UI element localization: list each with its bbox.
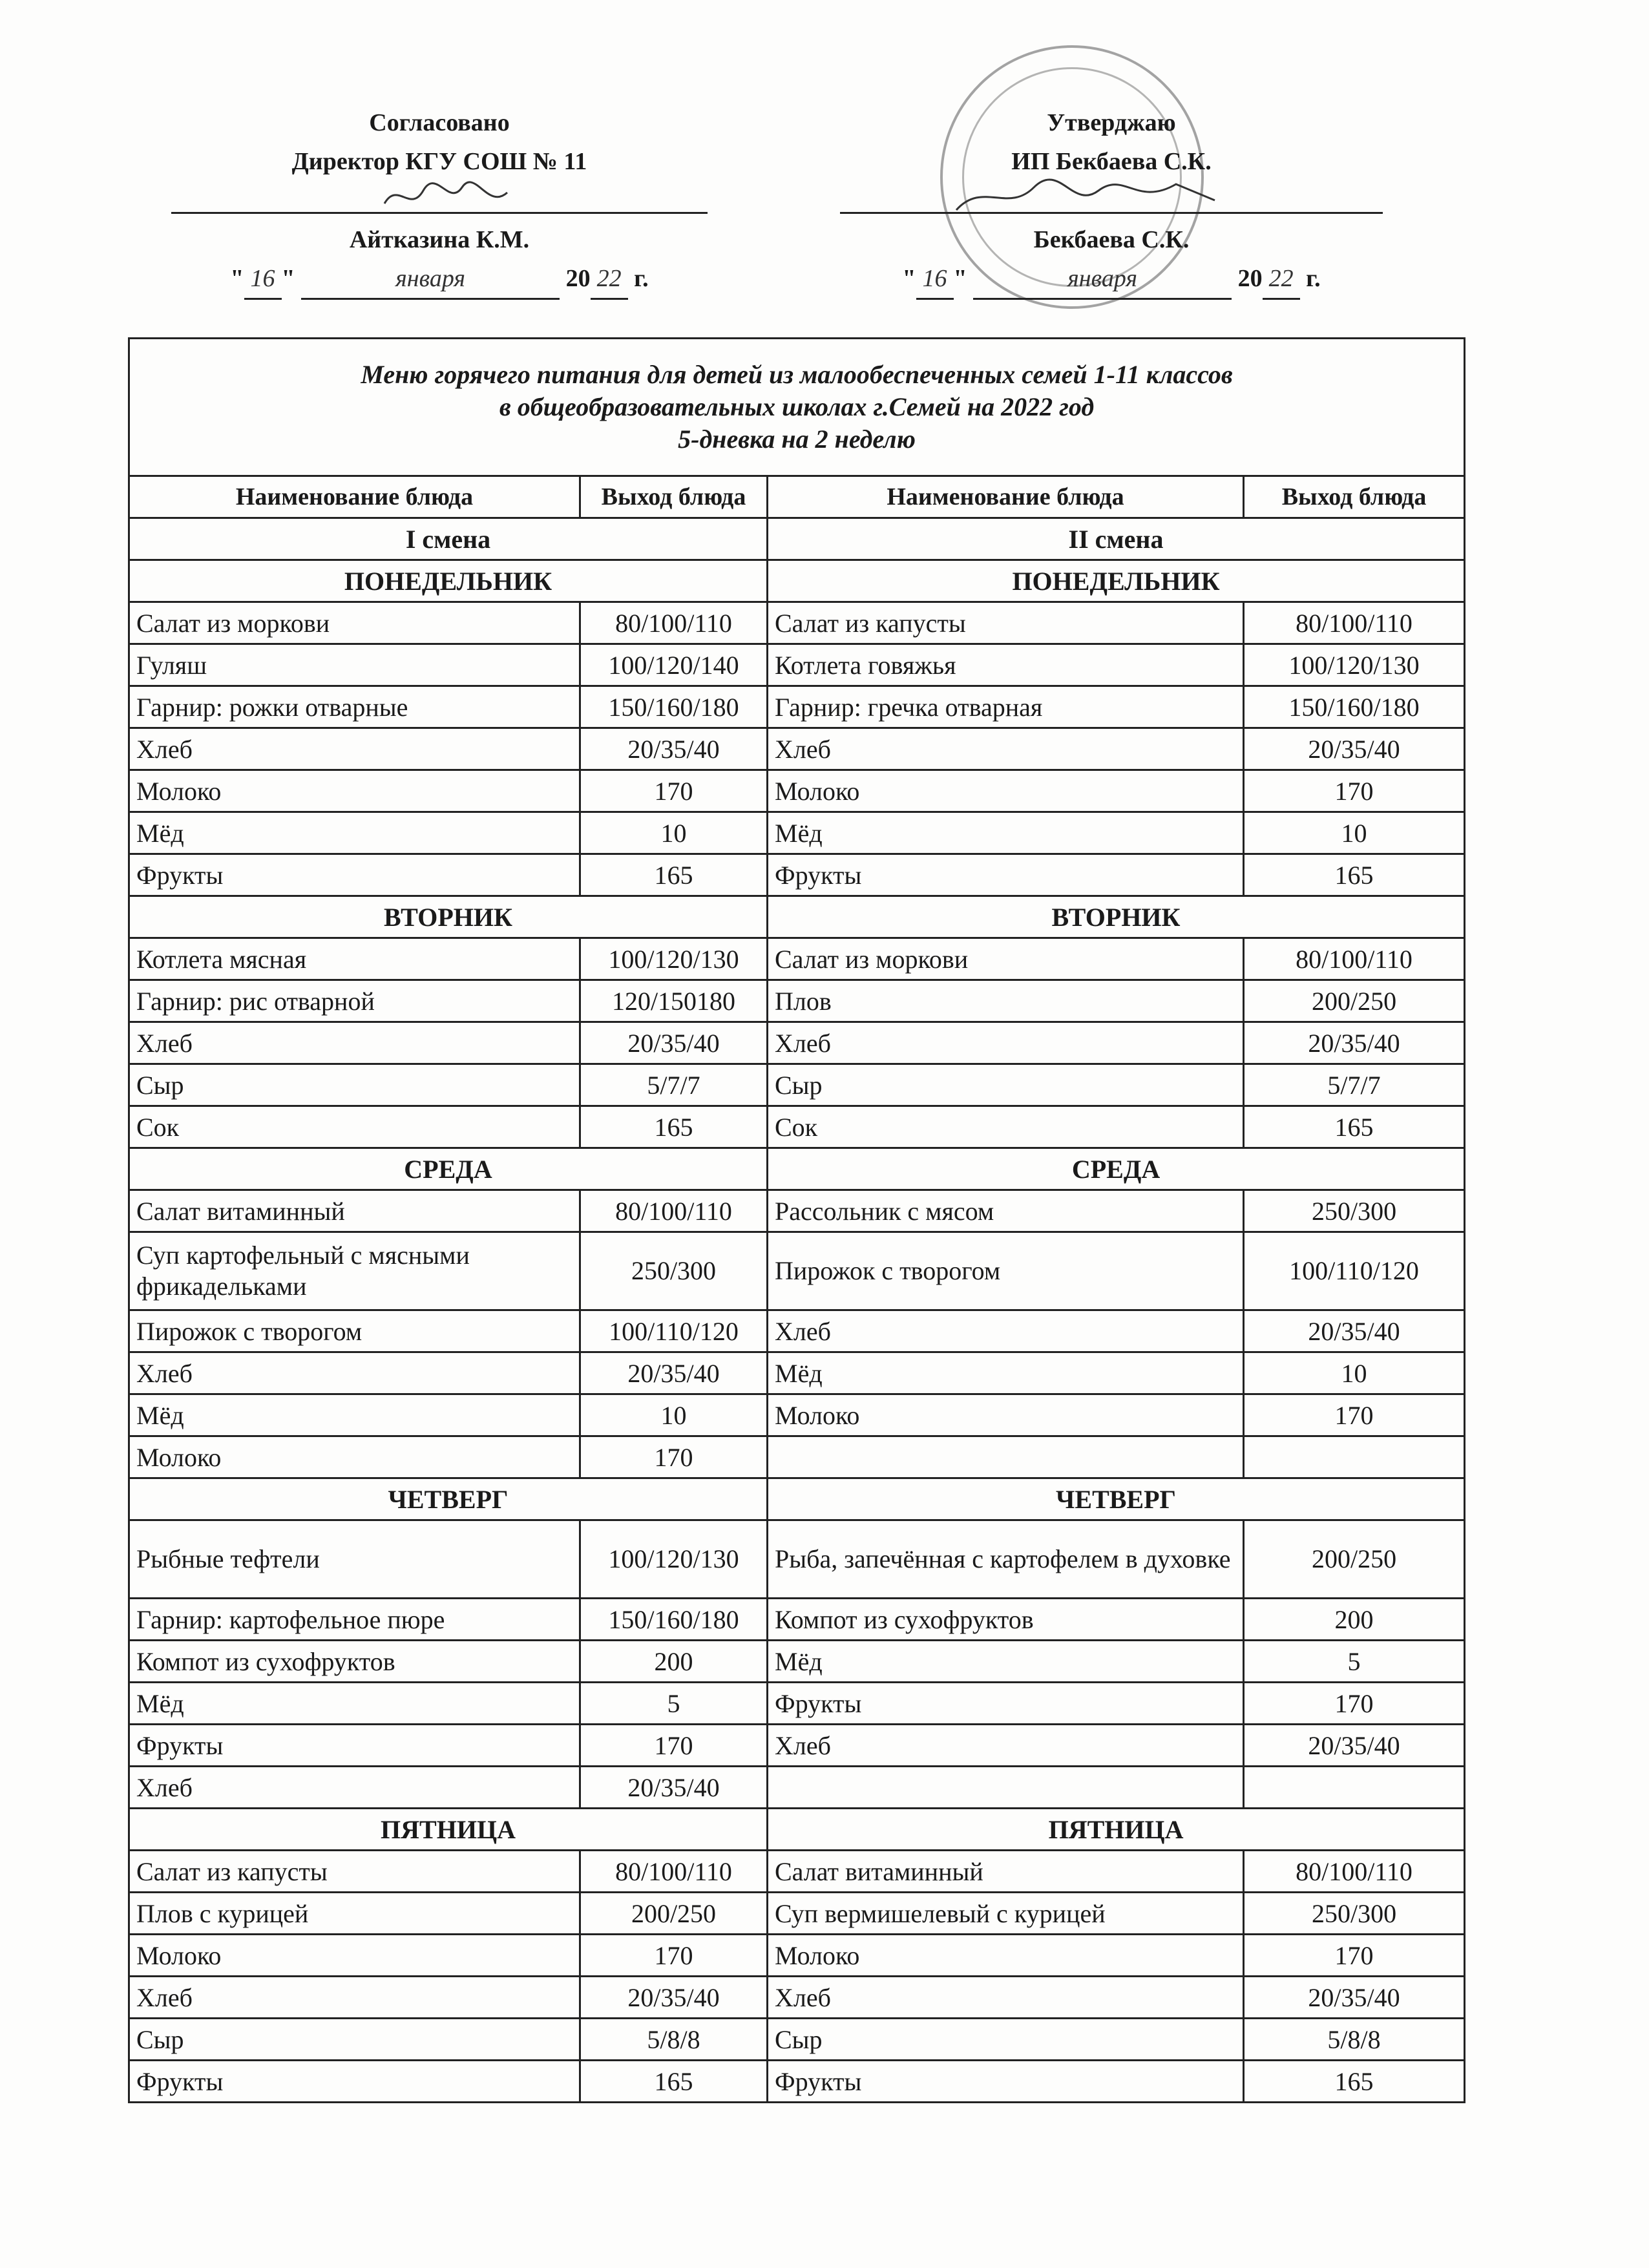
day-header-row: [129, 1478, 1465, 1520]
dish-output-right: 200/250: [1244, 980, 1465, 1022]
table-row: [129, 1893, 1465, 1935]
dish-name-left: Хлеб: [129, 1767, 580, 1809]
dish-output-right: 170: [1244, 1394, 1465, 1436]
day-name-right: ВТОРНИК: [768, 896, 1465, 938]
signature-scribble-left: [171, 174, 708, 220]
dish-output-left: 5/7/7: [580, 1064, 768, 1106]
dish-name-right: Рыба, запечённая с картофелем в духовке: [768, 1520, 1244, 1599]
day-name-right: ПЯТНИЦА: [768, 1809, 1465, 1851]
dish-name-left: Суп картофельный с мясными фрикадельками: [129, 1232, 580, 1310]
dish-name-right: Мёд: [768, 812, 1244, 854]
table-row: [129, 602, 1465, 644]
dish-output-left: 20/35/40: [580, 1767, 768, 1809]
dish-output-right: 170: [1244, 770, 1465, 812]
table-row: [129, 1106, 1465, 1148]
menu-title-line1: Меню горячего питания для детей из малообеспеченных семей 1-11 классов: [361, 360, 1233, 389]
dish-name-left: Компот из сухофруктов: [129, 1641, 580, 1683]
dish-output-left: 10: [580, 812, 768, 854]
table-row: [129, 812, 1465, 854]
day-header-row: [129, 896, 1465, 938]
dish-output-left: 100/120/130: [580, 1520, 768, 1599]
dish-name-right: Молоко: [768, 770, 1244, 812]
dish-output-right: 20/35/40: [1244, 1977, 1465, 2019]
dish-output-right: 20/35/40: [1244, 1725, 1465, 1767]
day-header-row: [129, 560, 1465, 602]
table-row: [129, 1520, 1465, 1599]
dish-output-left: 150/160/180: [580, 1599, 768, 1641]
dish-name-left: Гарнир: рис отварной: [129, 980, 580, 1022]
day-name-left: ВТОРНИК: [129, 896, 768, 938]
dish-output-right: 80/100/110: [1244, 1851, 1465, 1893]
dish-output-right: 250/300: [1244, 1893, 1465, 1935]
dish-name-left: Плов с курицей: [129, 1893, 580, 1935]
dish-output-right: 100/110/120: [1244, 1232, 1465, 1310]
dish-name-right: Хлеб: [768, 728, 1244, 770]
dish-name-left: Фрукты: [129, 2061, 580, 2103]
table-row: [129, 1022, 1465, 1064]
dish-output-left: 170: [580, 1725, 768, 1767]
dish-name-left: Салат из моркови: [129, 602, 580, 644]
dish-name-right: Сыр: [768, 2019, 1244, 2061]
header-output-right: Выход блюда: [1244, 476, 1465, 518]
dish-output-left: 10: [580, 1394, 768, 1436]
signature-line-right: [840, 181, 1383, 214]
dish-name-right: Молоко: [768, 1935, 1244, 1977]
shift-row: [129, 518, 1465, 560]
approval-approved-label: Утверджаю: [1047, 109, 1176, 136]
header-output-left: Выход блюда: [580, 476, 768, 518]
approval-director-title: Директор КГУ СОШ № 11: [291, 148, 587, 175]
day-name-right: ЧЕТВЕРГ: [768, 1478, 1465, 1520]
table-row: [129, 1310, 1465, 1352]
dish-output-left: 100/120/140: [580, 644, 768, 686]
dish-name-right: Рассольник с мясом: [768, 1190, 1244, 1232]
dish-name-right: Молоко: [768, 1394, 1244, 1436]
dish-name-left: Молоко: [129, 1935, 580, 1977]
table-row: [129, 2019, 1465, 2061]
table-row: [129, 686, 1465, 728]
menu-title-line2: в общеобразовательных школах г.Семей на 2022 год: [499, 392, 1095, 421]
dish-name-right: Фрукты: [768, 2061, 1244, 2103]
signature-scribble-right: [840, 174, 1383, 220]
table-row: [129, 644, 1465, 686]
dish-output-left: 170: [580, 1935, 768, 1977]
dish-output-left: 20/35/40: [580, 728, 768, 770]
dish-output-right: 10: [1244, 812, 1465, 854]
table-row: [129, 1935, 1465, 1977]
dish-name-left: Сыр: [129, 2019, 580, 2061]
dish-name-right: Плов: [768, 980, 1244, 1022]
dish-name-left: Хлеб: [129, 1022, 580, 1064]
dish-output-right: 250/300: [1244, 1190, 1465, 1232]
header-dish-right: Наименование блюда: [768, 476, 1244, 518]
dish-output-left: 200: [580, 1641, 768, 1683]
dish-output-right: [1244, 1767, 1465, 1809]
dish-name-left: Хлеб: [129, 1977, 580, 2019]
dish-output-left: 20/35/40: [580, 1977, 768, 2019]
dish-name-right: Гарнир: гречка отварная: [768, 686, 1244, 728]
dish-name-left: Котлета мясная: [129, 938, 580, 980]
table-row: [129, 1725, 1465, 1767]
dish-output-left: 100/120/130: [580, 938, 768, 980]
day-name-left: СРЕДА: [129, 1148, 768, 1190]
table-row: [129, 1683, 1465, 1725]
approval-director-name: Айтказина К.М.: [349, 226, 530, 253]
dish-name-right: Сыр: [768, 1064, 1244, 1106]
dish-name-right: Салат из моркови: [768, 938, 1244, 980]
dish-name-right: Пирожок с творогом: [768, 1232, 1244, 1310]
dish-output-right: 5/7/7: [1244, 1064, 1465, 1106]
day-name-left: ПЯТНИЦА: [129, 1809, 768, 1851]
day-name-right: ПОНЕДЕЛЬНИК: [768, 560, 1465, 602]
day-name-left: ПОНЕДЕЛЬНИК: [129, 560, 768, 602]
dish-name-left: Мёд: [129, 812, 580, 854]
dish-output-right: [1244, 1436, 1465, 1478]
dish-output-left: 80/100/110: [580, 1851, 768, 1893]
dish-output-left: 165: [580, 1106, 768, 1148]
table-row: [129, 1064, 1465, 1106]
dish-name-right: Фрукты: [768, 1683, 1244, 1725]
dish-output-right: 100/120/130: [1244, 644, 1465, 686]
dish-name-left: Гарнир: картофельное пюре: [129, 1599, 580, 1641]
shift-second: II смена: [768, 518, 1465, 560]
dish-name-right: Салат витаминный: [768, 1851, 1244, 1893]
dish-output-right: 20/35/40: [1244, 1022, 1465, 1064]
dish-name-left: Рыбные тефтели: [129, 1520, 580, 1599]
date-month-right: января: [973, 259, 1232, 300]
shift-first: I смена: [129, 518, 768, 560]
approval-date-left: " 16 " января 20 22 г.: [171, 259, 708, 300]
table-row: [129, 1977, 1465, 2019]
table-row: [129, 1599, 1465, 1641]
table-row: [129, 1190, 1465, 1232]
dish-output-left: 165: [580, 2061, 768, 2103]
dish-name-left: Хлеб: [129, 1352, 580, 1394]
dish-name-left: Молоко: [129, 770, 580, 812]
dish-name-right: Суп вермишелевый с курицей: [768, 1893, 1244, 1935]
table-row: [129, 1641, 1465, 1683]
dish-name-left: Гуляш: [129, 644, 580, 686]
dish-name-right: Мёд: [768, 1352, 1244, 1394]
dish-name-right: Фрукты: [768, 854, 1244, 896]
dish-name-left: Гарнир: рожки отварные: [129, 686, 580, 728]
dish-output-left: 80/100/110: [580, 602, 768, 644]
header-dish-left: Наименование блюда: [129, 476, 580, 518]
dish-output-left: 100/110/120: [580, 1310, 768, 1352]
dish-output-left: 5/8/8: [580, 2019, 768, 2061]
dish-output-right: 165: [1244, 2061, 1465, 2103]
table-row: [129, 1232, 1465, 1310]
dish-output-left: 20/35/40: [580, 1022, 768, 1064]
dish-output-left: 250/300: [580, 1232, 768, 1310]
dish-name-right: Хлеб: [768, 1022, 1244, 1064]
dish-name-right: [768, 1436, 1244, 1478]
date-day-right: 16: [916, 259, 954, 300]
dish-output-left: 165: [580, 854, 768, 896]
table-row: [129, 1767, 1465, 1809]
approval-block-agreed: [171, 103, 708, 300]
column-header-row: [129, 476, 1465, 518]
dish-name-right: Сок: [768, 1106, 1244, 1148]
dish-output-right: 10: [1244, 1352, 1465, 1394]
table-row: [129, 1394, 1465, 1436]
dish-output-right: 80/100/110: [1244, 938, 1465, 980]
dish-name-left: Мёд: [129, 1683, 580, 1725]
dish-output-left: 120/150180: [580, 980, 768, 1022]
table-row: [129, 2061, 1465, 2103]
dish-output-right: 170: [1244, 1683, 1465, 1725]
table-row: [129, 1436, 1465, 1478]
dish-output-right: 165: [1244, 854, 1465, 896]
date-year-right: 22: [1263, 259, 1300, 300]
dish-output-left: 150/160/180: [580, 686, 768, 728]
dish-name-left: Пирожок с творогом: [129, 1310, 580, 1352]
approval-entrepreneur-name: Бекбаева С.К.: [1033, 226, 1190, 253]
dish-name-left: Мёд: [129, 1394, 580, 1436]
approval-date-right: " 16 " января 20 22 г.: [840, 259, 1383, 300]
table-row: [129, 980, 1465, 1022]
dish-output-left: 200/250: [580, 1893, 768, 1935]
dish-output-right: 5: [1244, 1641, 1465, 1683]
approval-block-approved: [840, 103, 1383, 300]
dish-name-right: Котлета говяжья: [768, 644, 1244, 686]
dish-name-left: Фрукты: [129, 854, 580, 896]
table-row: [129, 770, 1465, 812]
dish-name-left: Сыр: [129, 1064, 580, 1106]
dish-output-left: 170: [580, 1436, 768, 1478]
table-row: [129, 1851, 1465, 1893]
dish-name-right: Компот из сухофруктов: [768, 1599, 1244, 1641]
dish-output-left: 20/35/40: [580, 1352, 768, 1394]
menu-table: [128, 337, 1465, 2103]
dish-name-right: [768, 1767, 1244, 1809]
dish-output-right: 165: [1244, 1106, 1465, 1148]
dish-output-right: 170: [1244, 1935, 1465, 1977]
approval-agreed-label: Согласовано: [369, 109, 510, 136]
day-name-right: СРЕДА: [768, 1148, 1465, 1190]
dish-output-left: 170: [580, 770, 768, 812]
table-row: [129, 938, 1465, 980]
date-month-left: января: [301, 259, 560, 300]
dish-output-right: 150/160/180: [1244, 686, 1465, 728]
day-name-left: ЧЕТВЕРГ: [129, 1478, 768, 1520]
table-row: [129, 728, 1465, 770]
dish-name-right: Мёд: [768, 1641, 1244, 1683]
dish-name-left: Молоко: [129, 1436, 580, 1478]
dish-output-left: 80/100/110: [580, 1190, 768, 1232]
table-row: [129, 1352, 1465, 1394]
date-day-left: 16: [244, 259, 282, 300]
dish-output-right: 80/100/110: [1244, 602, 1465, 644]
dish-output-right: 200/250: [1244, 1520, 1465, 1599]
menu-title-line3: 5-дневка на 2 неделю: [678, 425, 916, 454]
dish-output-right: 5/8/8: [1244, 2019, 1465, 2061]
day-header-row: [129, 1148, 1465, 1190]
menu-title: [129, 339, 1465, 476]
dish-name-left: Фрукты: [129, 1725, 580, 1767]
signature-line-left: [171, 181, 708, 214]
dish-output-right: 20/35/40: [1244, 728, 1465, 770]
dish-name-left: Салат витаминный: [129, 1190, 580, 1232]
date-year-left: 22: [591, 259, 628, 300]
dish-name-right: Хлеб: [768, 1310, 1244, 1352]
dish-output-left: 5: [580, 1683, 768, 1725]
approval-entrepreneur-title: ИП Бекбаева С.К.: [1011, 148, 1212, 175]
dish-name-right: Хлеб: [768, 1977, 1244, 2019]
dish-output-right: 20/35/40: [1244, 1310, 1465, 1352]
dish-name-right: Хлеб: [768, 1725, 1244, 1767]
dish-name-left: Салат из капусты: [129, 1851, 580, 1893]
dish-name-right: Салат из капусты: [768, 602, 1244, 644]
dish-name-left: Хлеб: [129, 728, 580, 770]
dish-output-right: 200: [1244, 1599, 1465, 1641]
day-header-row: [129, 1809, 1465, 1851]
dish-name-left: Сок: [129, 1106, 580, 1148]
table-row: [129, 854, 1465, 896]
